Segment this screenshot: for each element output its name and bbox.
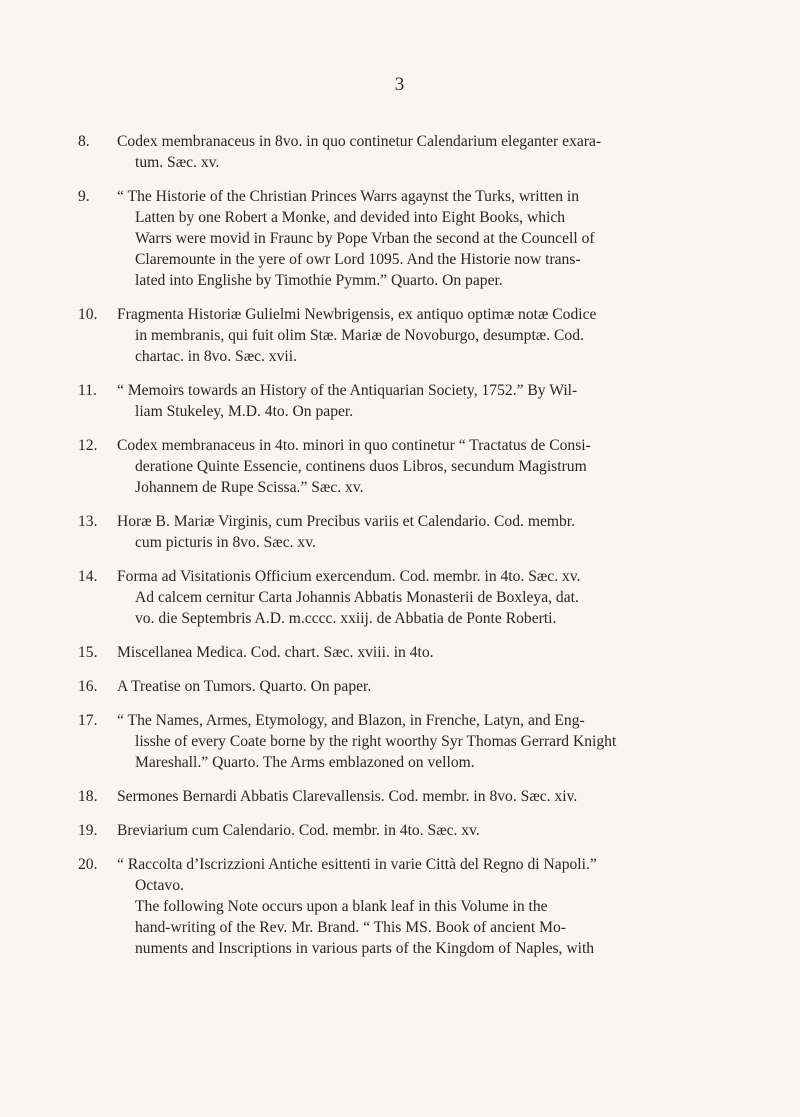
entry-number: 15.: [78, 644, 98, 661]
entry-text: [117, 642, 718, 663]
catalogue-entry: [78, 131, 718, 173]
entry-number: 17.: [78, 712, 98, 729]
entry-line: Miscellanea Medica. Cod. chart. Sæc. xviii. in 4to.: [117, 644, 434, 661]
catalogue-entry: [78, 511, 718, 553]
entry-text: [117, 380, 718, 422]
entry-number: 9.: [78, 188, 90, 205]
entry-line: “ The Historie of the Christian Princes Warrs agaynst the Turks, written in: [117, 188, 580, 205]
entry-text: [117, 676, 718, 697]
catalogue-entry: [78, 676, 718, 697]
entry-number: 16.: [78, 678, 98, 695]
entry-number: 12.: [78, 437, 98, 454]
catalogue-entry: [78, 642, 718, 663]
entry-number: 20.: [78, 856, 98, 873]
entry-number: 14.: [78, 568, 98, 585]
catalogue-entry: [78, 566, 718, 629]
entry-number: 18.: [78, 788, 98, 805]
entry-line: Breviarium cum Calendario. Cod. membr. in 4to. Sæc. xv.: [117, 822, 480, 839]
entry-line: in membranis, qui fuit olim Stæ. Mariæ de Novoburgo, desumptæ. Cod.: [135, 327, 584, 344]
entry-line: “ Raccolta d’Iscrizzioni Antiche esittenti in varie Città del Regno di Napoli.”: [117, 856, 597, 873]
entry-line: The following Note occurs upon a blank leaf in this Volume in the: [135, 898, 548, 915]
entry-line: Octavo.: [135, 877, 184, 894]
entry-line: Sermones Bernardi Abbatis Clarevallensis. Cod. membr. in 8vo. Sæc. xiv.: [117, 788, 578, 805]
entry-line: Warrs were movid in Fraunc by Pope Vrban the second at the Councell of: [135, 230, 595, 247]
entry-text: [117, 186, 718, 291]
page-number: 3: [394, 74, 406, 95]
catalogue-entries: [78, 131, 718, 972]
entry-line: lisshe of every Coate borne by the right woorthy Syr Thomas Gerrard Knight: [135, 733, 617, 750]
entry-line: chartac. in 8vo. Sæc. xvii.: [135, 348, 297, 365]
catalogue-entry: [78, 710, 718, 773]
entry-line: “ The Names, Armes, Etymology, and Blazon, in Frenche, Latyn, and Eng-: [117, 712, 585, 729]
catalogue-entry: [78, 186, 718, 291]
entry-line: lated into Englishe by Timothie Pymm.” Quarto. On paper.: [135, 272, 503, 289]
entry-line: A Treatise on Tumors. Quarto. On paper.: [117, 678, 372, 695]
catalogue-entry: [78, 435, 718, 498]
catalogue-entry: [78, 820, 718, 841]
entry-line: Mareshall.” Quarto. The Arms emblazoned on vellom.: [135, 754, 475, 771]
entry-text: [117, 511, 718, 553]
entry-line: Codex membranaceus in 4to. minori in quo continetur “ Tractatus de Consi-: [117, 437, 591, 454]
entry-text: [117, 304, 718, 367]
entry-line: hand-writing of the Rev. Mr. Brand. “ This MS. Book of ancient Mo-: [135, 919, 566, 936]
entry-text: [117, 854, 718, 959]
entry-line: Codex membranaceus in 8vo. in quo continetur Calendarium eleganter exara-: [117, 133, 602, 150]
entry-number: 19.: [78, 822, 98, 839]
entry-number: 13.: [78, 513, 98, 530]
catalogue-entry: [78, 786, 718, 807]
entry-text: [117, 131, 718, 173]
catalogue-entry: [78, 304, 718, 367]
entry-text: [117, 435, 718, 498]
entry-number: 8.: [78, 133, 90, 150]
entry-text: [117, 820, 718, 841]
entry-text: [117, 786, 718, 807]
entry-line: Johannem de Rupe Scissa.” Sæc. xv.: [135, 479, 364, 496]
catalogue-entry: [78, 380, 718, 422]
entry-line: Latten by one Robert a Monke, and devided into Eight Books, which: [135, 209, 566, 226]
entry-line: deratione Quinte Essencie, continens duos Libros, secundum Magistrum: [135, 458, 587, 475]
entry-text: [117, 710, 718, 773]
entry-line: “ Memoirs towards an History of the Antiquarian Society, 1752.” By Wil-: [117, 382, 578, 399]
entry-line: Horæ B. Mariæ Virginis, cum Precibus variis et Calendario. Cod. membr.: [117, 513, 576, 530]
catalogue-entry: [78, 854, 718, 959]
entry-line: Claremounte in the yere of owr Lord 1095. And the Historie now trans-: [135, 251, 581, 268]
entry-line: numents and Inscriptions in various parts of the Kingdom of Naples, with: [135, 940, 595, 957]
entry-line: Fragmenta Historiæ Gulielmi Newbrigensis, ex antiquo optimæ notæ Codice: [117, 306, 597, 323]
entry-line: tum. Sæc. xv.: [135, 154, 220, 171]
entry-number: 10.: [78, 306, 98, 323]
entry-text: [117, 566, 718, 629]
entry-number: 11.: [78, 382, 97, 399]
entry-line: Forma ad Visitationis Officium exercendum. Cod. membr. in 4to. Sæc. xv.: [117, 568, 581, 585]
entry-line: cum picturis in 8vo. Sæc. xv.: [135, 534, 316, 551]
entry-line: liam Stukeley, M.D. 4to. On paper.: [135, 403, 354, 420]
entry-line: Ad calcem cernitur Carta Johannis Abbatis Monasterii de Boxleya, dat.: [135, 589, 579, 606]
entry-line: vo. die Septembris A.D. m.cccc. xxiij. de Abbatia de Ponte Roberti.: [135, 610, 557, 627]
